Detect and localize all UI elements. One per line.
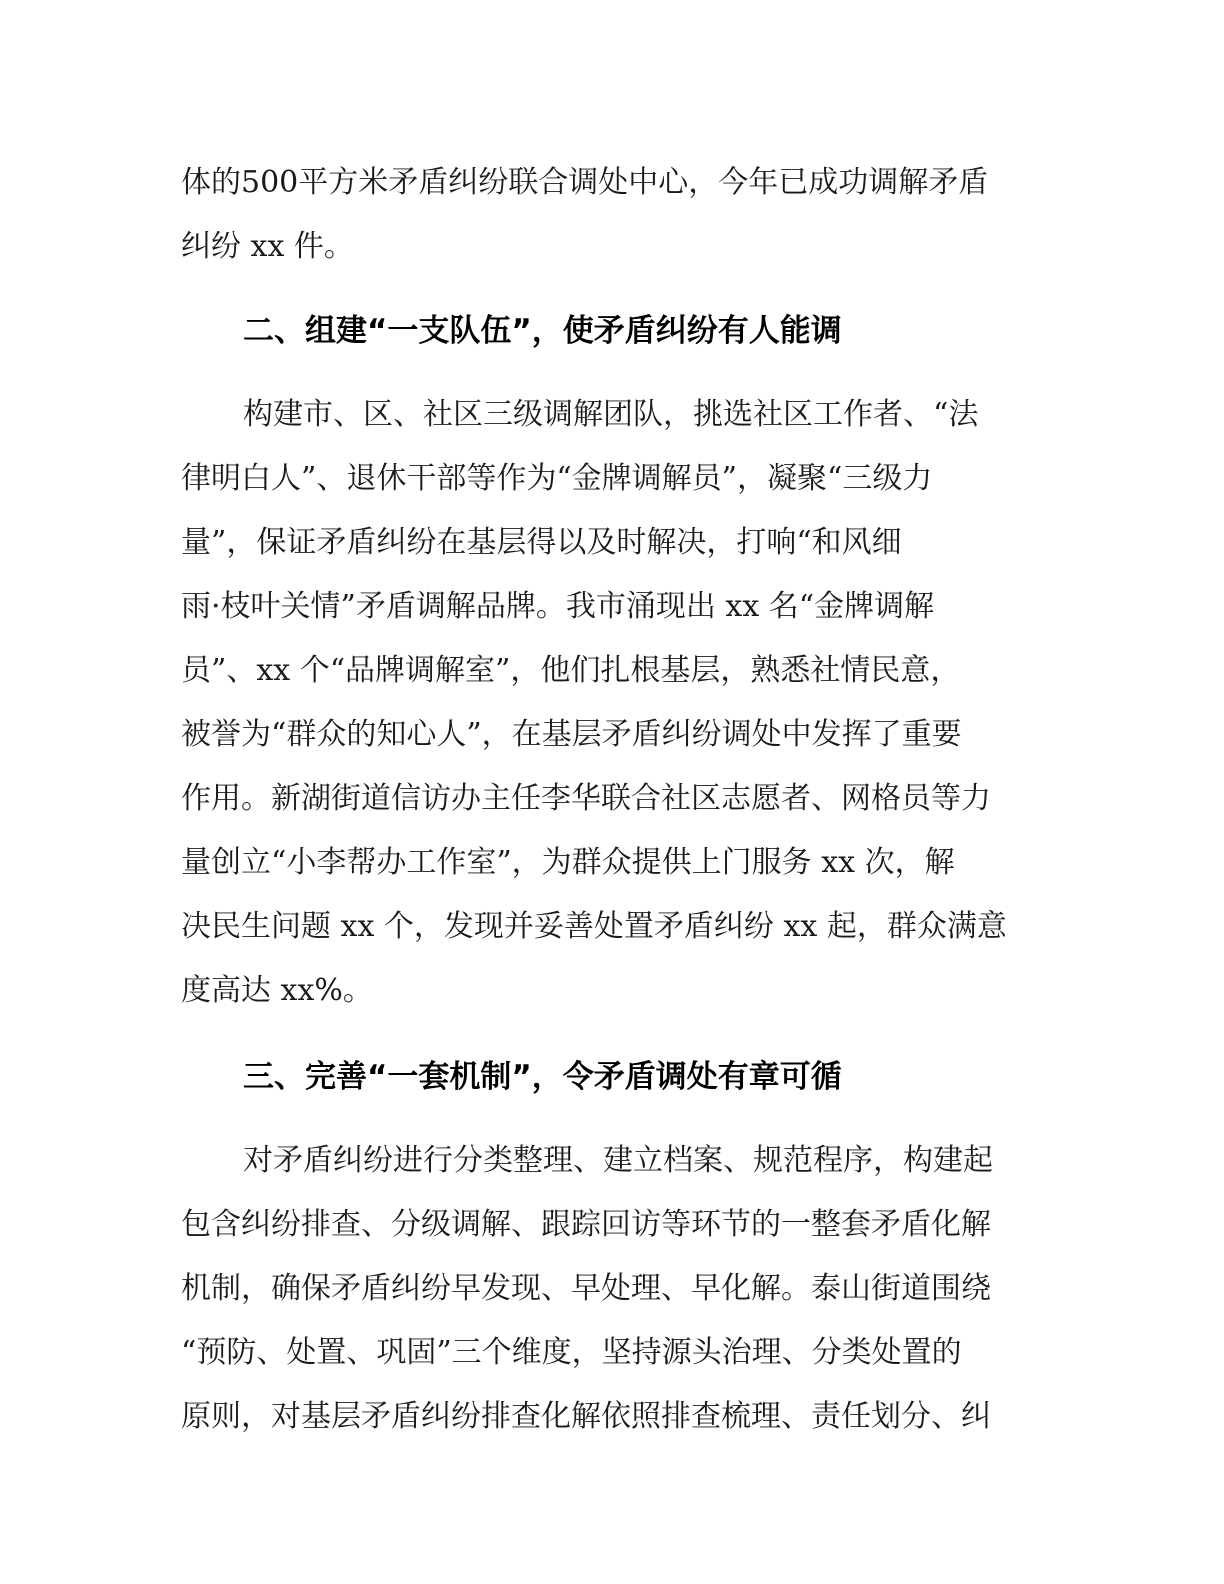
spacer — [181, 1023, 1033, 1045]
spacer — [181, 1109, 1033, 1129]
paragraph-intro-tail — [181, 151, 1033, 279]
document-body — [181, 151, 1033, 1449]
paragraph-line: 体的500平方米矛盾纠纷联合调处中心，今年已成功调解矛盾 — [181, 165, 989, 200]
paragraph-line: “预防、处置、巩固”三个维度，坚持源头治理、分类处置的 — [181, 1335, 962, 1370]
spacer — [181, 363, 1033, 383]
paragraph-line: 度高达 xx%。 — [181, 973, 373, 1008]
paragraph-line: 决民生问题 xx 个，发现并妥善处置矛盾纠纷 xx 起，群众满意 — [181, 909, 1007, 944]
section-heading-3: 三、完善“一套机制”，令矛盾调处有章可循 — [243, 1059, 842, 1095]
paragraph-line: 作用。新湖街道信访办主任李华联合社区志愿者、网格员等力 — [181, 781, 991, 816]
paragraph-line: 量”，保证矛盾纠纷在基层得以及时解决，打响“和风细 — [181, 525, 902, 560]
paragraph-section-3 — [181, 1129, 1033, 1449]
paragraph-line: 机制，确保矛盾纠纷早发现、早处理、早化解。泰山街道围绕 — [181, 1271, 991, 1306]
paragraph-line: 纠纷 xx 件。 — [181, 229, 354, 264]
paragraph-line: 构建市、区、社区三级调解团队，挑选社区工作者、“法 — [243, 397, 979, 432]
paragraph-line: 原则，对基层矛盾纠纷排查化解依照排查梳理、责任划分、纠 — [181, 1399, 991, 1434]
paragraph-section-2 — [181, 383, 1033, 1023]
paragraph-line: 律明白人”、退休干部等作为“金牌调解员”，凝聚“三级力 — [181, 461, 933, 496]
section-heading-2: 二、组建“一支队伍”，使矛盾纠纷有人能调 — [243, 313, 842, 349]
spacer — [181, 279, 1033, 299]
paragraph-line: 对矛盾纠纷进行分类整理、建立档案、规范程序，构建起 — [243, 1143, 993, 1178]
paragraph-line: 员”、xx 个“品牌调解室”，他们扎根基层，熟悉社情民意， — [181, 653, 961, 688]
paragraph-line: 量创立“小李帮办工作室”，为群众提供上门服务 xx 次，解 — [181, 845, 955, 880]
paragraph-line: 雨·枝叶关情”矛盾调解品牌。我市涌现出 xx 名“金牌调解 — [181, 589, 935, 624]
paragraph-line: 包含纠纷排查、分级调解、跟踪回访等环节的一整套矛盾化解 — [181, 1207, 991, 1242]
paragraph-line: 被誉为“群众的知心人”，在基层矛盾纠纷调处中发挥了重要 — [181, 717, 962, 752]
